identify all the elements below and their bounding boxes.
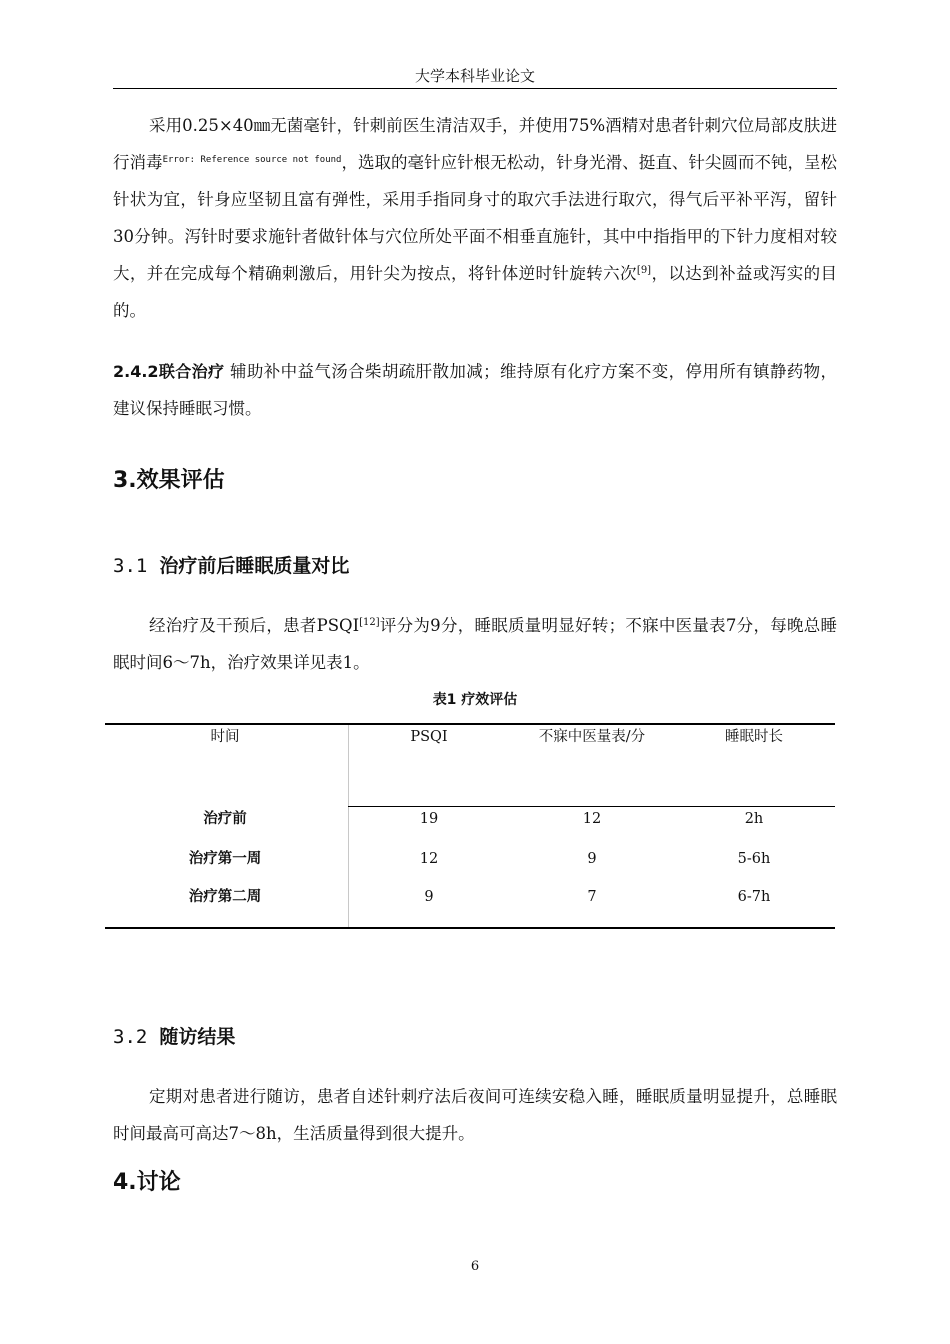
table-cell: 19	[419, 811, 439, 827]
citation-ref: [9]	[636, 265, 652, 276]
table-caption: 表1 疗效评估	[432, 692, 518, 708]
table-row-label: 治疗第二周	[188, 889, 262, 905]
paragraph-text: ，以达到补益或泻实的目的。	[113, 264, 838, 320]
paragraph-follow-up	[113, 1078, 837, 1152]
paragraph-acupuncture-method	[113, 107, 837, 329]
header-rule	[113, 88, 837, 89]
paragraph-text: 辅助补中益气汤合柴胡疏肝散加减；维持原有化疗方案不变，停用所有镇静药物，建议保持睡眠习惯。	[113, 362, 838, 418]
table-top-rule	[105, 723, 835, 725]
table-cell: 9	[424, 889, 434, 905]
page-number: 6	[470, 1259, 480, 1274]
page-header-title: 大学本科毕业论文	[414, 67, 535, 85]
table-cell: 5-6h	[737, 851, 771, 867]
paragraph-sleep-comparison	[113, 607, 837, 681]
table-header-cell: 睡眠时长	[725, 729, 783, 745]
efficacy-table	[105, 723, 835, 929]
section-heading-3-2	[113, 1024, 235, 1050]
paragraph-text: 定期对患者进行随访，患者自述针刺疗法后夜间可连续安稳入睡，睡眠质量明显提升，总睡眠时间最高可高达7～8h，生活质量得到很大提升。	[113, 1087, 837, 1143]
section-number: 3.1	[113, 555, 148, 577]
table-column-divider	[348, 725, 349, 927]
table-header-cell: 时间	[210, 729, 240, 745]
table-cell: 6-7h	[737, 889, 771, 905]
table-cell: 12	[582, 811, 602, 827]
table-cell: 9	[587, 851, 597, 867]
section-heading-3-1	[113, 553, 349, 579]
reference-error-note: Error: Reference source not found	[162, 155, 342, 165]
section-heading-3: 3.效果评估	[113, 468, 225, 493]
section-number: 3.2	[113, 1026, 148, 1048]
table-cell: 12	[419, 851, 439, 867]
table-header-rule	[348, 806, 835, 807]
table-header-cell: PSQI	[410, 729, 448, 745]
section-title: 治疗前后睡眠质量对比	[159, 555, 350, 577]
subsection-lead: 2.4.2联合治疗	[113, 362, 225, 381]
table-row-label: 治疗第一周	[188, 851, 262, 867]
paragraph-text: 经治疗及干预后，患者PSQI	[149, 616, 360, 635]
paragraph-combined-treatment	[113, 353, 837, 427]
paragraph-text: ，选取的毫针应针根无松动，针身光滑、挺直、针尖圆而不钝，呈松针状为宜，针身应坚韧且富有弹性，采用手指同身寸的取穴手法进行取穴，得气后平补平泻，留针30分钟。泻针时要求施针者做针体与穴位所处平面不相垂直施针，其中中指指甲的下针力度相对较大，并在完成每个精确刺激后，用针尖为按点，将针体逆时针旋转六次	[113, 153, 838, 283]
table-bottom-rule	[105, 927, 835, 929]
paragraph-text: 评分为9分，睡眠质量明显好转；不寐中医量表7分，每晚总睡眠时间6～7h，治疗效果详见表1。	[113, 616, 838, 672]
table-header-cell: 不寐中医量表/分	[538, 729, 646, 745]
table-cell: 7	[587, 889, 597, 905]
paragraph-text: 采用0.25×40㎜无菌毫针，针刺前医生清洁双手，并使用75%酒精对患者针刺穴位局部皮肤进行消毒	[113, 116, 837, 172]
citation-ref: [12]	[359, 617, 380, 628]
table-cell: 2h	[744, 811, 764, 827]
section-heading-4: 4.讨论	[113, 1170, 181, 1195]
section-title: 随访结果	[159, 1026, 236, 1048]
table-row-label: 治疗前	[203, 811, 247, 827]
